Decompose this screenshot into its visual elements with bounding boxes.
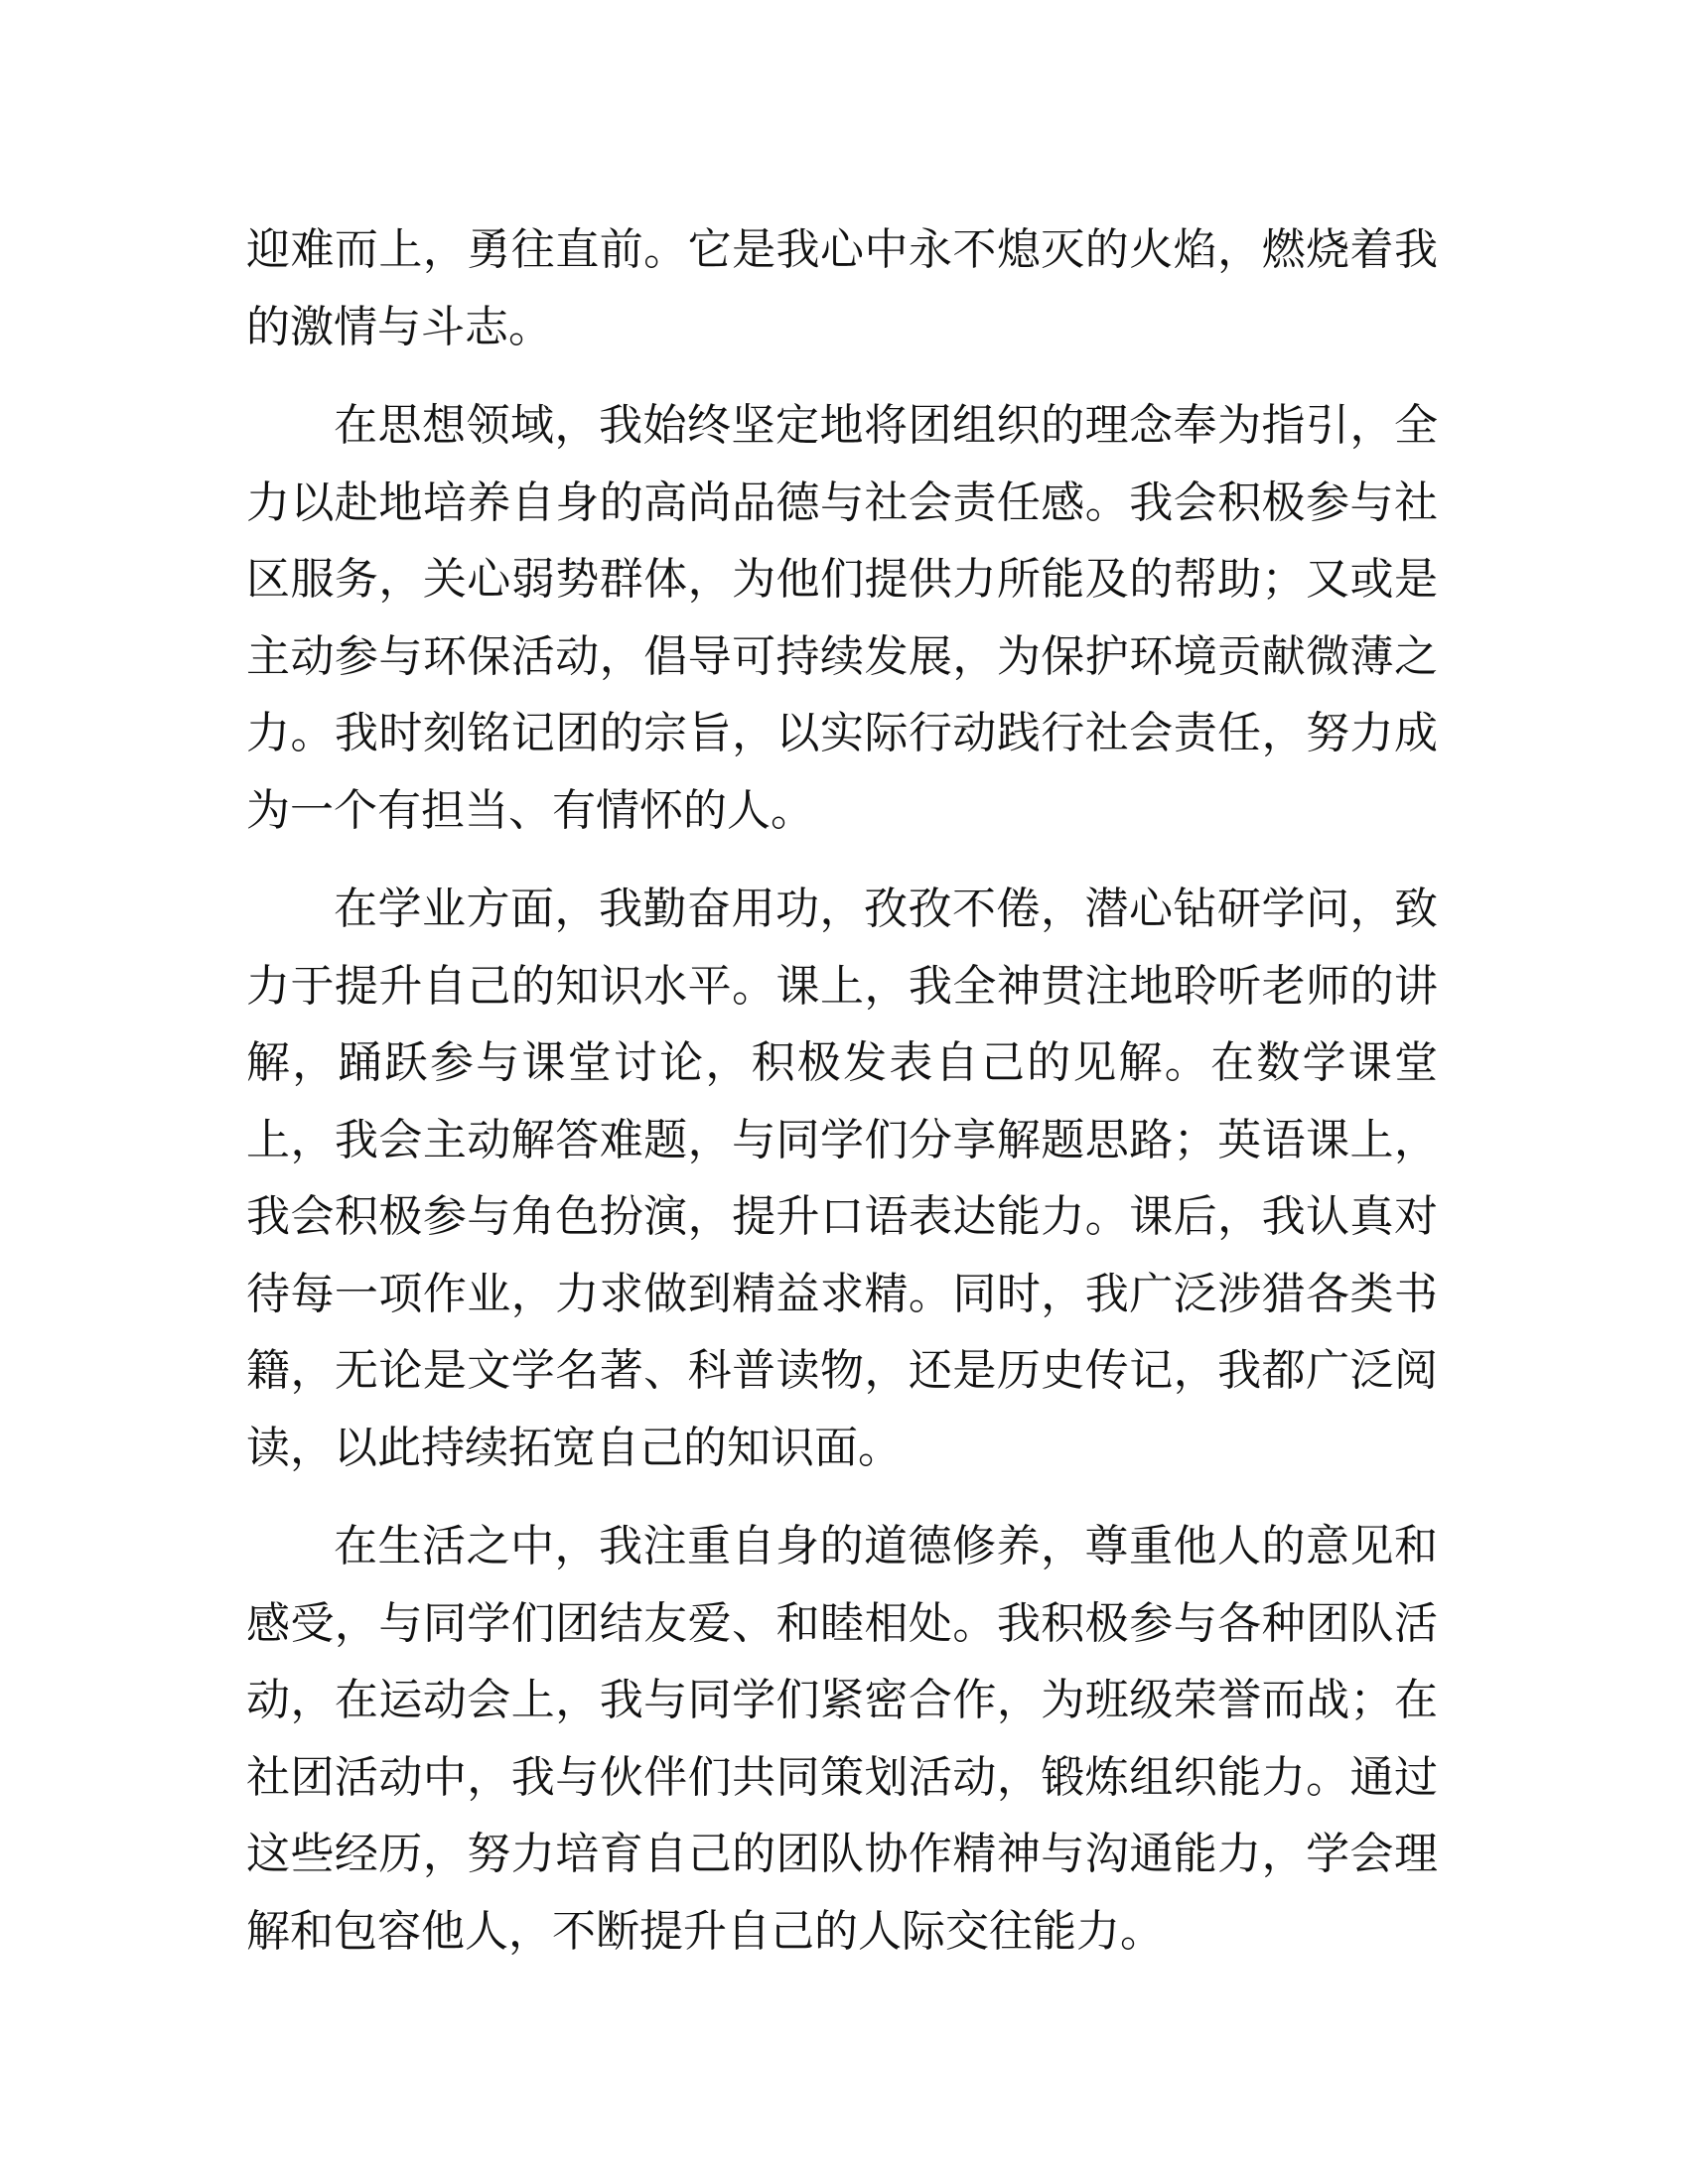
paragraph-academics: 在学业方面，我勤奋用功，孜孜不倦，潜心钻研学问，致力于提升自己的知识水平。课上，我全神贯注地聆听老师的讲解，踊跃参与课堂讨论，积极发表自己的见解。在数学课堂上，我会主动解答难题，与同学们分享解题思路；英语课上，我会积极参与角色扮演，提升口语表达能力。课后，我认真对待每一项作业，力求做到精益求精。同时，我广泛涉猎各类书籍，无论是文学名著、科普读物，还是历史传记，我都广泛阅读，以此持续拓宽自己的知识面。 [246, 884, 1438, 1473]
paragraph-life: 在生活之中，我注重自身的道德修养，尊重他人的意见和感受，与同学们团结友爱、和睦相处。我积极参与各种团队活动，在运动会上，我与同学们紧密合作，为班级荣誉而战；在社团活动中，我与伙伴们共同策划活动，锻炼组织能力。通过这些经历，努力培育自己的团队协作精神与沟通能力，学会理解和包容他人，不断提升自己的人际交往能力。 [246, 1521, 1438, 1957]
paragraph-continuation: 迎难而上，勇往直前。它是我心中永不熄灭的火焰，燃烧着我的激情与斗志。 [246, 224, 1438, 352]
paragraph-ideology: 在思想领域，我始终坚定地将团组织的理念奉为指引，全力以赴地培养自身的高尚品德与社会责任感。我会积极参与社区服务，关心弱势群体，为他们提供力所能及的帮助；又或是主动参与环保活动，倡导可持续发展，为保护环境贡献微薄之力。我时刻铭记团的宗旨，以实际行动践行社会责任，努力成为一个有担当、有情怀的人。 [246, 400, 1438, 836]
document-body [246, 211, 1438, 1991]
